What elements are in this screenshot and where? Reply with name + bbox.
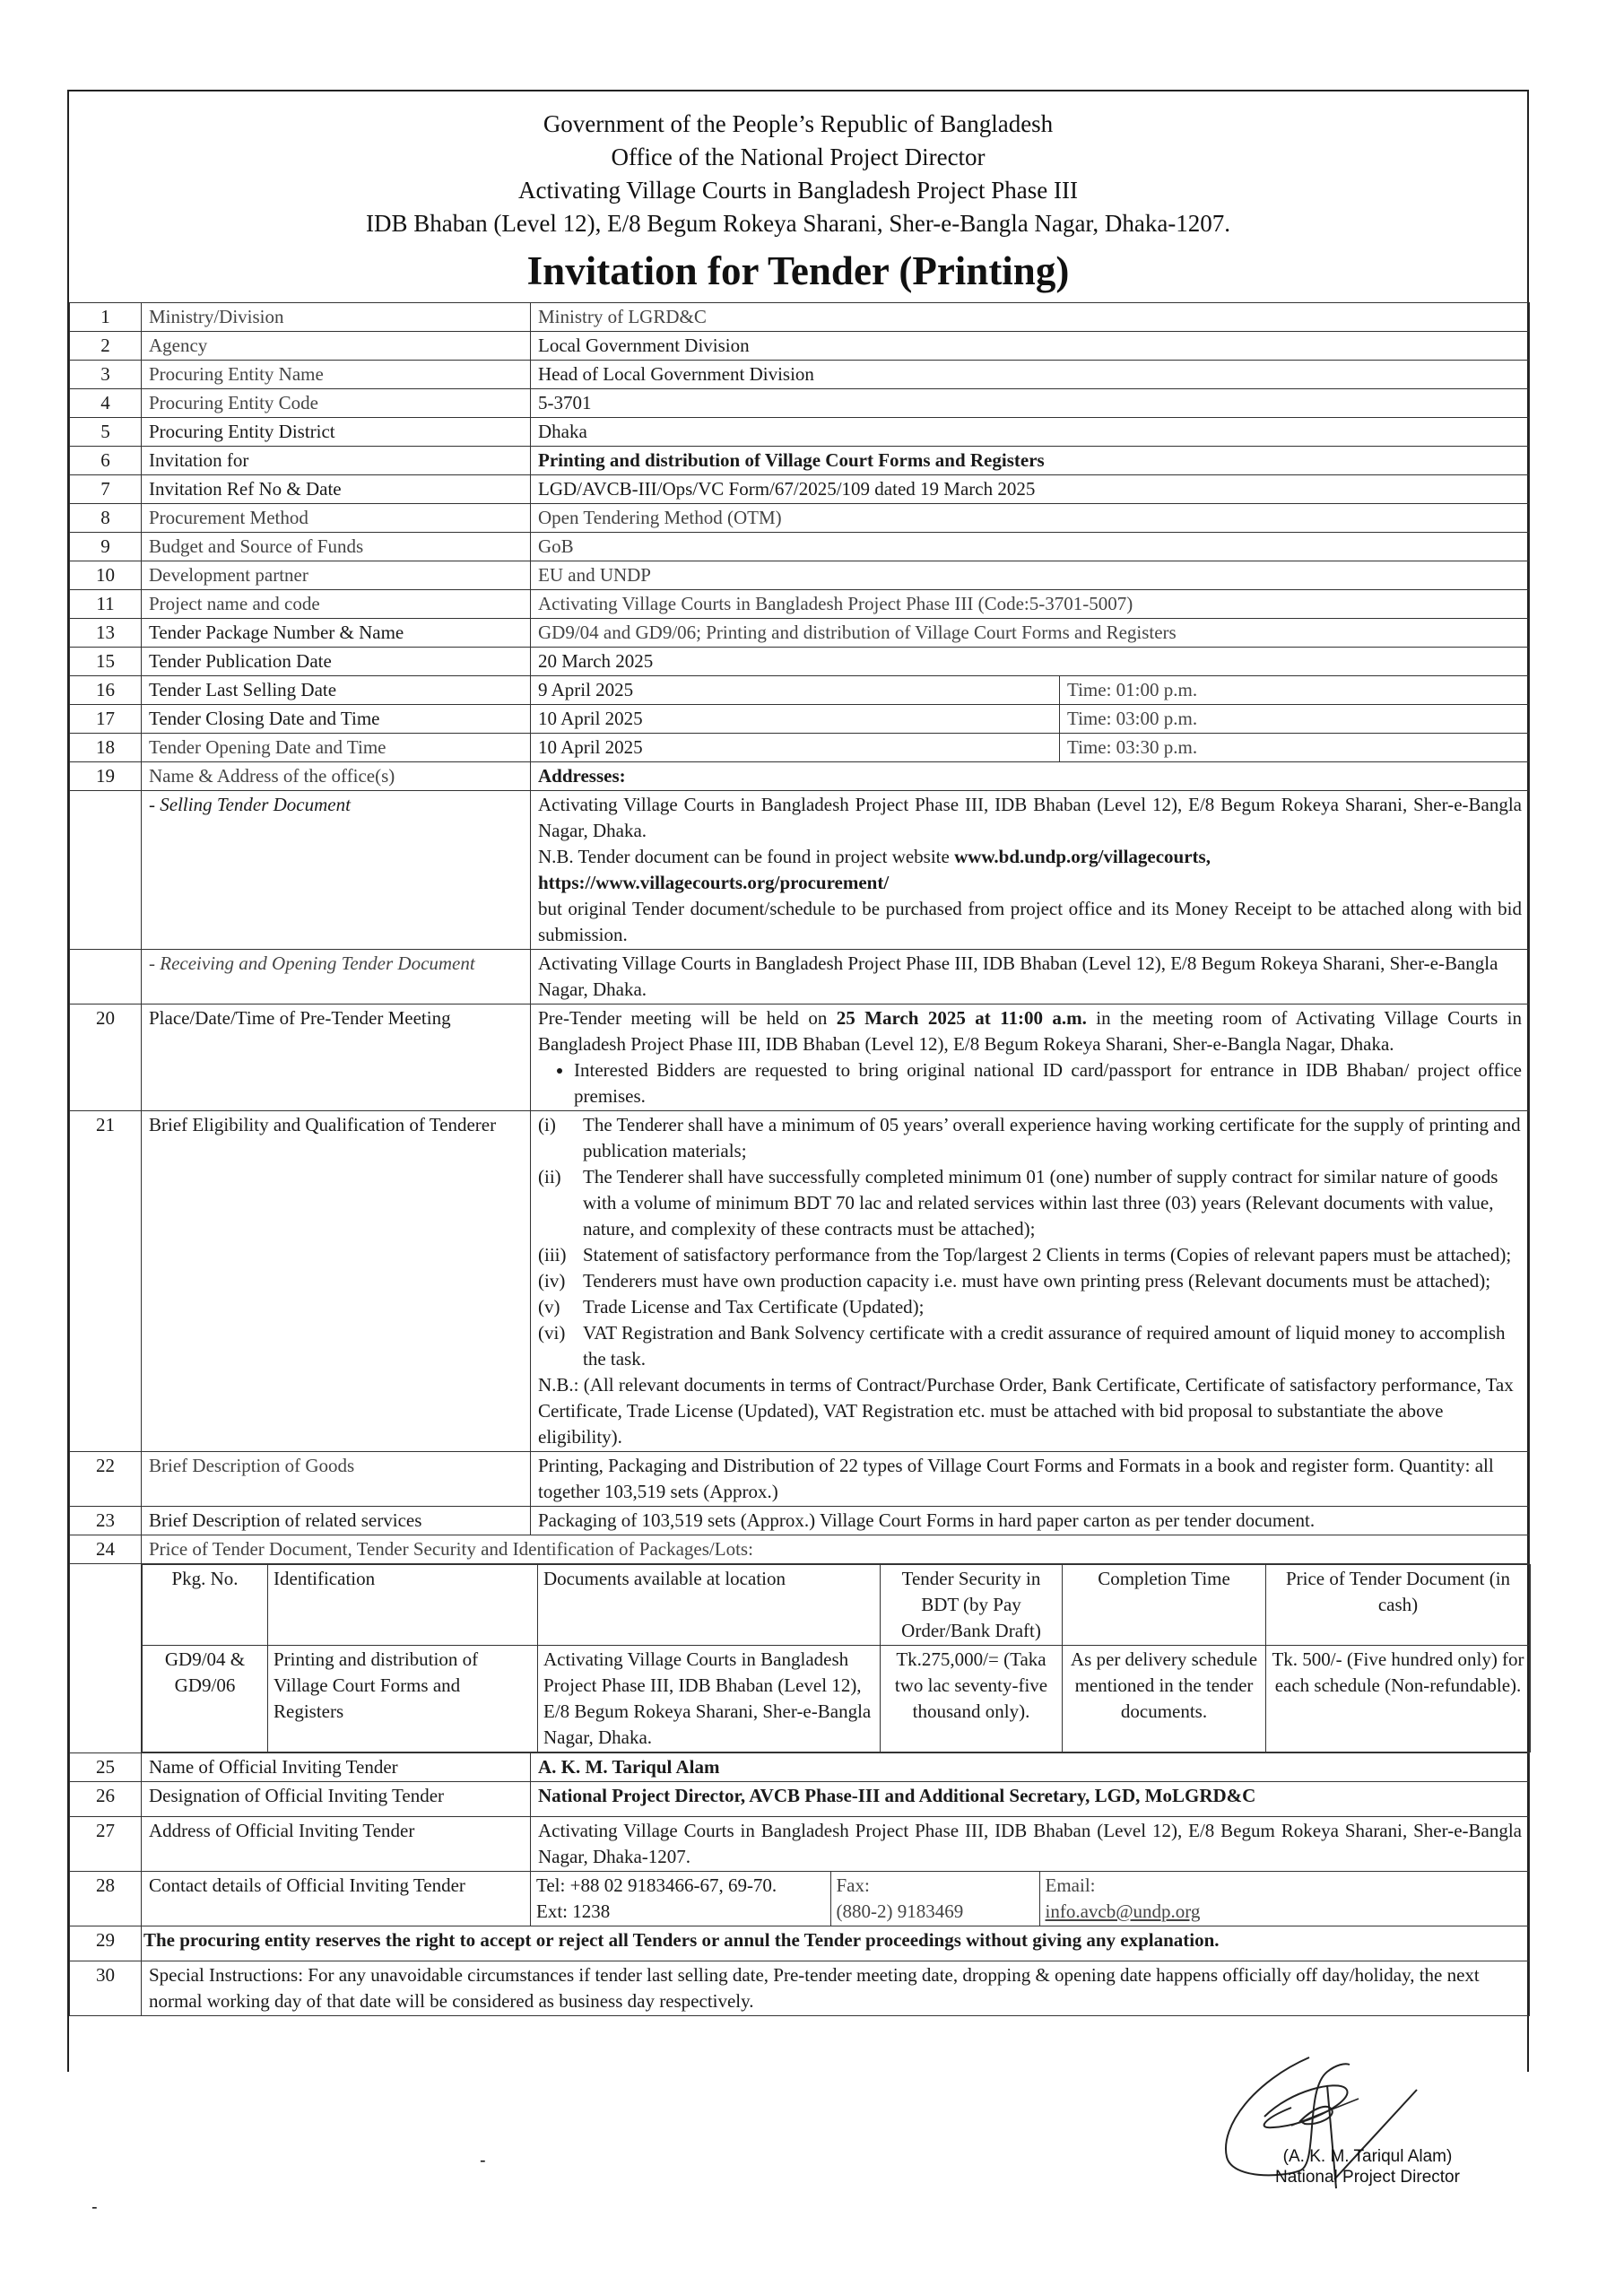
row-label: Tender Package Number & Name [142, 619, 531, 648]
table-row [70, 705, 1530, 734]
table-row [70, 303, 1530, 332]
table-row [70, 361, 1530, 389]
row-label: Tender Last Selling Date [142, 676, 531, 705]
row-number: 22 [70, 1452, 142, 1507]
row-label: Invitation Ref No & Date [142, 475, 531, 504]
row-number: 21 [70, 1111, 142, 1452]
eligibility-item [538, 1242, 1522, 1268]
row-label: - Receiving and Opening Tender Document [142, 950, 531, 1004]
stray-mark: - [91, 2197, 98, 2217]
row-label: Ministry/Division [142, 303, 531, 332]
table-row [70, 1782, 1530, 1817]
row-number: 4 [70, 389, 142, 418]
col-header-completion: Completion Time [1063, 1565, 1266, 1646]
tender-table [69, 302, 1530, 2016]
item-text: VAT Registration and Bank Solvency certificate with a credit assurance of required amount of liquid money to accomplish the task. [583, 1322, 1506, 1370]
row-value: Dhaka [531, 418, 1530, 447]
header-project: Activating Village Courts in Bangladesh Project Phase III [517, 177, 1078, 204]
row-label: Brief Description of related services [142, 1507, 531, 1535]
row-label: Budget and Source of Funds [142, 533, 531, 561]
col-header-location: Documents available at location [538, 1565, 881, 1646]
meeting-text [538, 1005, 1522, 1057]
row-label: Procuring Entity Code [142, 389, 531, 418]
row-number: 11 [70, 590, 142, 619]
table-row [70, 734, 1530, 762]
item-text: Statement of satisfactory performance from the Top/largest 2 Clients in terms (Copies of relevant papers must be attached); [583, 1244, 1512, 1265]
eligibility-note: N.B.: (All relevant documents in terms of Contract/Purchase Order, Bank Certificate, Certificate of satisfactory performance, Tax Certificate, Trade License (Updated), VAT Registration etc. must be attached with bid proposal to substantiate the above eligibility). [538, 1374, 1514, 1448]
row-label: Invitation for [142, 447, 531, 475]
package-completion: As per delivery schedule mentioned in the tender documents. [1063, 1646, 1266, 1752]
row-value: Printing, Packaging and Distribution of 22 types of Village Court Forms and Formats in a book and register form. Quantity: all together 103,519 sets (Approx.) [531, 1452, 1530, 1507]
website-note-prefix: N.B. Tender document can be found in project website [538, 846, 955, 867]
contact-phone [531, 1872, 830, 1926]
table-row [70, 1535, 1530, 1564]
row-value: GoB [531, 533, 1530, 561]
row-label: - Selling Tender Document [142, 791, 531, 950]
row-value: Printing and distribution of Village Court Forms and Registers [531, 447, 1530, 475]
row-label: Procuring Entity District [142, 418, 531, 447]
table-row [70, 648, 1530, 676]
row-label: Development partner [142, 561, 531, 590]
row-label: Contact details of Official Inviting Tender [142, 1872, 531, 1926]
table-row [70, 590, 1530, 619]
row-value: EU and UNDP [531, 561, 1530, 590]
signature-block [1233, 2146, 1502, 2187]
row-number: 24 [70, 1535, 142, 1564]
row-value: 10 April 2025 [531, 705, 1060, 734]
table-row [70, 791, 1530, 950]
packages-cell [142, 1564, 1530, 1753]
row-label: Designation of Official Inviting Tender [142, 1782, 531, 1817]
meeting-bullet: • Interested Bidders are requested to bring original national ID card/passport for entrance in IDB Bhaban/ project office premises. [574, 1057, 1522, 1109]
row-number: 8 [70, 504, 142, 533]
row-value: Activating Village Courts in Bangladesh Project Phase III, IDB Bhaban (Level 12), E/8 Begum Rokeya Sharani, Sher-e-Bangla Nagar, Dhaka. [531, 950, 1530, 1004]
row-value: 10 April 2025 [531, 734, 1060, 762]
row-value: Head of Local Government Division [531, 361, 1530, 389]
meeting-bullets [538, 1057, 1522, 1109]
row-number: 30 [70, 1961, 142, 2016]
row-number: 1 [70, 303, 142, 332]
row-value: GD9/04 and GD9/06; Printing and distribution of Village Court Forms and Registers [531, 619, 1530, 648]
row-number: 15 [70, 648, 142, 676]
row-number: 28 [70, 1872, 142, 1926]
table-row [70, 418, 1530, 447]
row-label: Brief Eligibility and Qualification of Tenderer [142, 1111, 531, 1452]
email-label: Email: [1045, 1874, 1096, 1896]
contact-table [531, 1872, 1529, 1926]
row-number: 23 [70, 1507, 142, 1535]
meeting-datetime: 25 March 2025 at 11:00 a.m. [836, 1007, 1087, 1029]
item-numeral: (iii) [538, 1244, 567, 1265]
row-number: 17 [70, 705, 142, 734]
row-value: 20 March 2025 [531, 648, 1530, 676]
selling-address [531, 791, 1530, 950]
row-number: 5 [70, 418, 142, 447]
phone-number: Tel: +88 02 9183466-67, 69-70. [536, 1874, 777, 1896]
table-row [70, 1111, 1530, 1452]
row-time: Time: 03:30 p.m. [1060, 734, 1530, 762]
website-note-suffix: but original Tender document/schedule to be purchased from project office and its Money Receipt to be attached along with bid submission. [538, 898, 1522, 945]
row-number [70, 791, 142, 950]
table-row [70, 1961, 1530, 2016]
row-number [70, 950, 142, 1004]
phone-ext: Ext: 1238 [536, 1900, 611, 1922]
row-time: Time: 03:00 p.m. [1060, 705, 1530, 734]
table-row [70, 619, 1530, 648]
row-number: 26 [70, 1782, 142, 1817]
row-value: National Project Director, AVCB Phase-III and Additional Secretary, LGD, MoLGRD&C [531, 1782, 1530, 1817]
row-value: Ministry of LGRD&C [531, 303, 1530, 332]
row-number: 7 [70, 475, 142, 504]
table-row [70, 1817, 1530, 1872]
pre-tender-meeting [531, 1004, 1530, 1111]
table-row [70, 475, 1530, 504]
row-label: Project name and code [142, 590, 531, 619]
eligibility-item [538, 1268, 1522, 1294]
signatory-designation: National Project Director [1275, 2168, 1460, 2187]
contact-email [1039, 1872, 1529, 1926]
table-row [70, 762, 1530, 791]
row-value: Local Government Division [531, 332, 1530, 361]
row-number: 25 [70, 1753, 142, 1782]
row-label: Brief Description of Goods [142, 1452, 531, 1507]
reservation-clause: The procuring entity reserves the right to accept or reject all Tenders or annul the Tender proceedings without giving any explanation. [142, 1926, 1530, 1961]
package-number: GD9/04 & GD9/06 [143, 1646, 268, 1752]
header-office: Office of the National Project Director [611, 144, 986, 170]
row-value: LGD/AVCB-III/Ops/VC Form/67/2025/109 dated 19 March 2025 [531, 475, 1530, 504]
packages-table [142, 1564, 1531, 1752]
table-row [70, 1753, 1530, 1782]
row-number: 16 [70, 676, 142, 705]
row-value: 5-3701 [531, 389, 1530, 418]
row-value: A. K. M. Tariqul Alam [531, 1753, 1530, 1782]
table-row [70, 1564, 1530, 1753]
row-number: 10 [70, 561, 142, 590]
selling-address-text: Activating Village Courts in Bangladesh Project Phase III, IDB Bhaban (Level 12), E/8 Begum Rokeya Sharani, Sher-e-Bangla Nagar, Dhaka. [538, 794, 1522, 841]
item-numeral: (ii) [538, 1166, 561, 1187]
row-number: 6 [70, 447, 142, 475]
table-row [70, 1872, 1530, 1926]
stray-mark: - [480, 2151, 486, 2170]
row-number: 19 [70, 762, 142, 791]
table-row [70, 447, 1530, 475]
item-text: Tenderers must have own production capacity i.e. must have own printing press (Relevant documents must be attached); [583, 1270, 1491, 1292]
col-header-identification: Identification [268, 1565, 538, 1646]
package-price: Tk. 500/- (Five hundred only) for each schedule (Non-refundable). [1266, 1646, 1531, 1752]
row-label: Tender Publication Date [142, 648, 531, 676]
eligibility-criteria [531, 1111, 1530, 1452]
meeting-post: in the meeting room of Activating Village Courts in Bangladesh Project Phase III, IDB Bhaban (Level 12), E/8 Begum Rokeya Sharani, Sher-e-Bangla Nagar, Dhaka. [538, 1007, 1523, 1055]
website-link[interactable]: www.bd.undp.org/villagecourts, [954, 846, 1211, 867]
row-number: 2 [70, 332, 142, 361]
row-value: 9 April 2025 [531, 676, 1060, 705]
eligibility-item [538, 1320, 1522, 1372]
col-header-price: Price of Tender Document (in cash) [1266, 1565, 1531, 1646]
item-numeral: (v) [538, 1296, 560, 1318]
table-row [70, 1004, 1530, 1111]
item-text: The Tenderer shall have a minimum of 05 years’ overall experience having working certificate for the supply of printing and publication materials; [583, 1114, 1521, 1161]
meeting-pre: Pre-Tender meeting will be held on [538, 1007, 837, 1029]
row-value: Activating Village Courts in Bangladesh Project Phase III, IDB Bhaban (Level 12), E/8 Begum Rokeya Sharani, Sher-e-Bangla Nagar, Dhaka-1207. [531, 1817, 1530, 1872]
row-label: Name of Official Inviting Tender [142, 1753, 531, 1782]
row-value: Addresses: [531, 762, 1530, 791]
table-row [70, 504, 1530, 533]
email-link[interactable]: info.avcb@undp.org [1045, 1900, 1201, 1922]
row-label: Address of Official Inviting Tender [142, 1817, 531, 1872]
item-numeral: (iv) [538, 1270, 566, 1292]
table-row [70, 1507, 1530, 1535]
document-header [69, 108, 1527, 296]
row-label: Procuring Entity Name [142, 361, 531, 389]
eligibility-list [538, 1112, 1522, 1372]
row-value: Activating Village Courts in Bangladesh Project Phase III (Code:5-3701-5007) [531, 590, 1530, 619]
item-numeral: (vi) [538, 1322, 566, 1344]
packages-header-row [143, 1565, 1531, 1646]
row-label: Agency [142, 332, 531, 361]
row-label: Price of Tender Document, Tender Security and Identification of Packages/Lots: [142, 1535, 1530, 1564]
fax-label: Fax: [836, 1874, 870, 1896]
table-row [70, 389, 1530, 418]
row-number: 13 [70, 619, 142, 648]
package-identification: Printing and distribution of Village Court Forms and Registers [268, 1646, 538, 1752]
item-text: Trade License and Tax Certificate (Updated); [583, 1296, 925, 1318]
row-number [70, 1564, 142, 1753]
row-value: Open Tendering Method (OTM) [531, 504, 1530, 533]
col-header-security: Tender Security in BDT (by Pay Order/Bank Draft) [881, 1565, 1063, 1646]
table-row [70, 1452, 1530, 1507]
package-row [143, 1646, 1531, 1752]
row-label: Tender Closing Date and Time [142, 705, 531, 734]
row-number: 27 [70, 1817, 142, 1872]
item-numeral: (i) [538, 1114, 556, 1135]
item-text: The Tenderer shall have successfully completed minimum 01 (one) number of supply contract for similar nature of goods with a volume of minimum BDT 70 lac and related services within last three (03) years (Relevant documents with value, nature, and complexity of these contracts must be attached); [583, 1166, 1498, 1239]
package-location: Activating Village Courts in Bangladesh Project Phase III, IDB Bhaban (Level 12), E/8 Begum Rokeya Sharani, Sher-e-Bangla Nagar, Dhaka. [538, 1646, 881, 1752]
eligibility-item [538, 1112, 1522, 1164]
row-label: Tender Opening Date and Time [142, 734, 531, 762]
table-row [70, 332, 1530, 361]
row-label: Procurement Method [142, 504, 531, 533]
table-row [70, 561, 1530, 590]
contact-cell [531, 1872, 1530, 1926]
signatory-name: (A. K. M. Tariqul Alam) [1282, 2147, 1453, 2166]
table-row [70, 676, 1530, 705]
eligibility-item [538, 1294, 1522, 1320]
document-title: Invitation for Tender (Printing) [526, 248, 1070, 293]
table-row [70, 950, 1530, 1004]
fax-number: (880-2) 9183469 [836, 1900, 964, 1922]
website-note [538, 844, 1522, 870]
row-value: Packaging of 103,519 sets (Approx.) Village Court Forms in hard paper carton as per tender document. [531, 1507, 1530, 1535]
row-label: Place/Date/Time of Pre-Tender Meeting [142, 1004, 531, 1111]
row-number: 9 [70, 533, 142, 561]
table-row [70, 1926, 1530, 1961]
contact-fax [830, 1872, 1039, 1926]
row-number: 18 [70, 734, 142, 762]
eligibility-item [538, 1164, 1522, 1242]
row-number: 29 [70, 1926, 142, 1961]
row-number: 3 [70, 361, 142, 389]
header-government: Government of the People’s Republic of Bangladesh [543, 110, 1054, 137]
procurement-link[interactable]: https://www.villagecourts.org/procurement/ [538, 872, 890, 893]
row-label: Name & Address of the office(s) [142, 762, 531, 791]
col-header-pkg-no: Pkg. No. [143, 1565, 268, 1646]
header-address: IDB Bhaban (Level 12), E/8 Begum Rokeya Sharani, Sher-e-Bangla Nagar, Dhaka-1207. [365, 210, 1231, 237]
row-number: 20 [70, 1004, 142, 1111]
package-security: Tk.275,000/= (Taka two lac seventy-five thousand only). [881, 1646, 1063, 1752]
table-row [70, 533, 1530, 561]
special-instructions: Special Instructions: For any unavoidable circumstances if tender last selling date, Pre-tender meeting date, dropping & opening date happens officially off day/holiday, the next normal working day of that date will be considered as business day respectively. [142, 1961, 1530, 2016]
row-time: Time: 01:00 p.m. [1060, 676, 1530, 705]
